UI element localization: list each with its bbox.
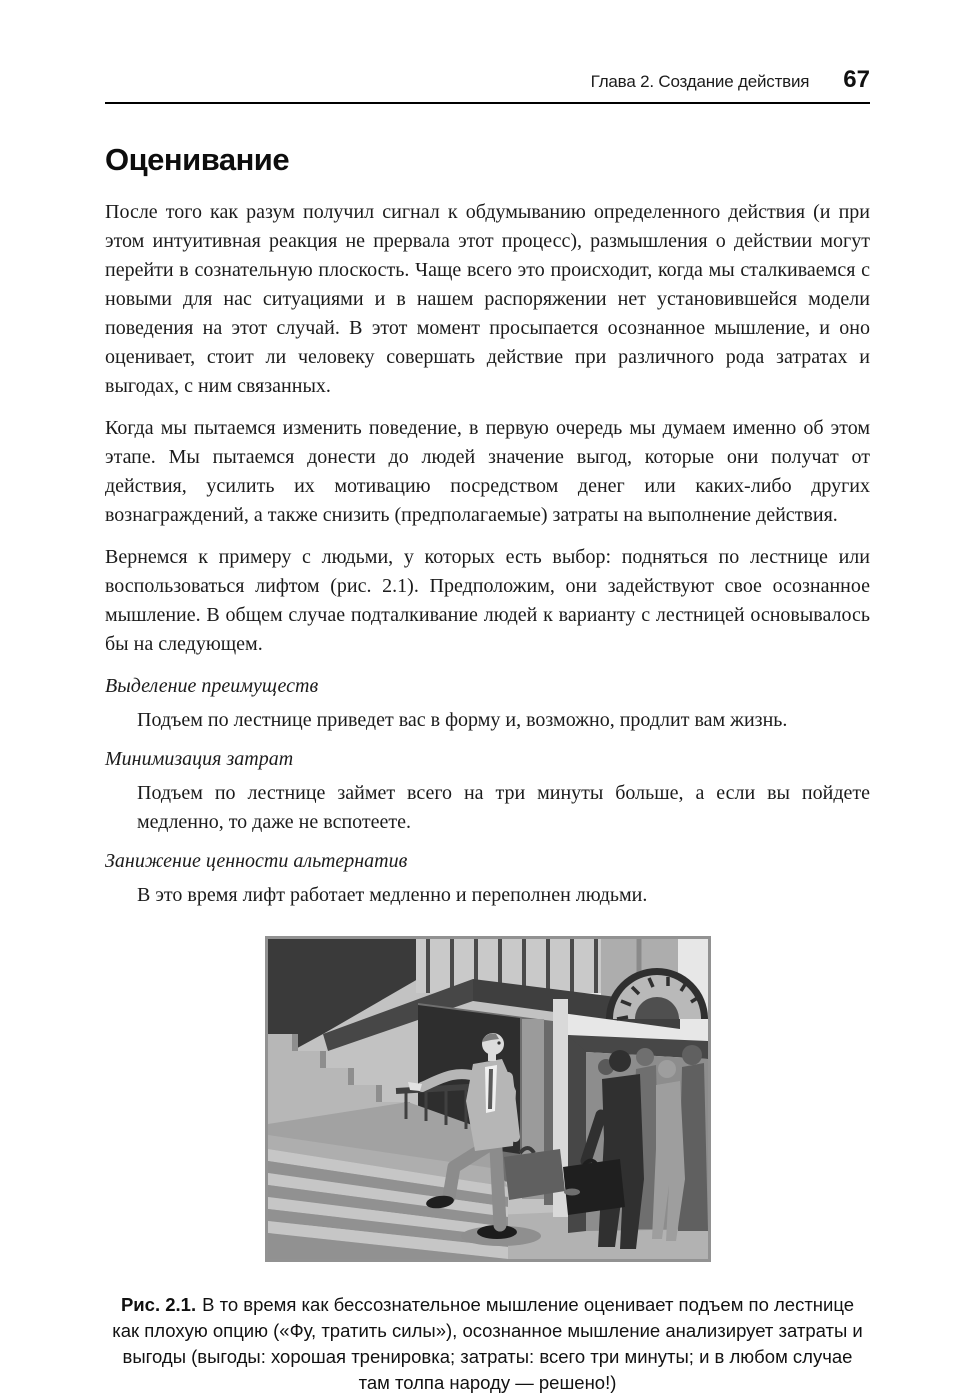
- strategy-text: В это время лифт работает медленно и переполнен людьми.: [137, 884, 648, 906]
- figure-caption-label: Рис. 2.1.: [120, 1294, 197, 1315]
- strategy-heading: Выделение преимуществ: [105, 675, 319, 697]
- figure-caption: [105, 1292, 870, 1396]
- figure: [105, 936, 870, 1396]
- strategy-heading: Занижение ценности альтернатив: [105, 850, 408, 872]
- paragraph: После того как разум получил сигнал к обдумыванию определенного действия (и при этом интуитивная реакция не прервала этот процесс), размышления о действии могут перейти в сознательную плоскость. Чаще всего это происходит, когда мы сталкиваемся с новыми для нас ситуациями и в нашем распоряжении нет установившейся модели поведения на этот случай. В этот момент просыпается осознанное мышление, и оно оценивает, стоит ли человеку совершать действие при различного рода затратах и выгодах, с ним связанных.: [105, 201, 870, 397]
- chapter-title: Глава 2. Создание действия: [590, 72, 810, 91]
- header-rule: [105, 102, 870, 104]
- strategy-text: Подъем по лестнице займет всего на три минуты больше, а если вы пойдете медленно, то даже не вспотеете.: [137, 782, 870, 833]
- running-head: [105, 66, 870, 102]
- strategy-block: [105, 847, 870, 910]
- strategy-block: [105, 672, 870, 735]
- stairs-vs-elevator-illustration: [265, 936, 711, 1262]
- page-number: 67: [843, 66, 870, 93]
- illustration-svg: [268, 939, 708, 1259]
- strategy-block: [105, 745, 870, 837]
- figure-caption-text: В то время как бессознательное мышление оценивает подъем по лестнице как плохую опцию («Фу, тратить силы»), осознанное мышление анализирует затраты и выгоды (выгоды: хорошая тренировка; затраты: всего три минуты; и в любом случае там толпа народу — решено!): [112, 1294, 863, 1393]
- paragraph: Вернемся к примеру с людьми, у которых есть выбор: подняться по лестнице или воспользоваться лифтом (рис. 2.1). Предположим, они задействуют свое осознанное мышление. В общем случае подталкивание людей к варианту с лестницей основывалось бы на следующем.: [105, 546, 870, 655]
- strategy-text: Подъем по лестнице приведет вас в форму и, возможно, продлит вам жизнь.: [137, 709, 788, 731]
- paragraph: Когда мы пытаемся изменить поведение, в первую очередь мы думаем именно об этом этапе. Мы пытаемся донести до людей значение выгод, которые они получат от действия, усилить их мотивацию посредством денег или каких-либо других вознаграждений, а также снизить (предполагаемые) затраты на выполнение действия.: [105, 417, 870, 526]
- section-heading: Оценивание: [105, 142, 290, 177]
- strategy-heading: Минимизация затрат: [105, 748, 294, 770]
